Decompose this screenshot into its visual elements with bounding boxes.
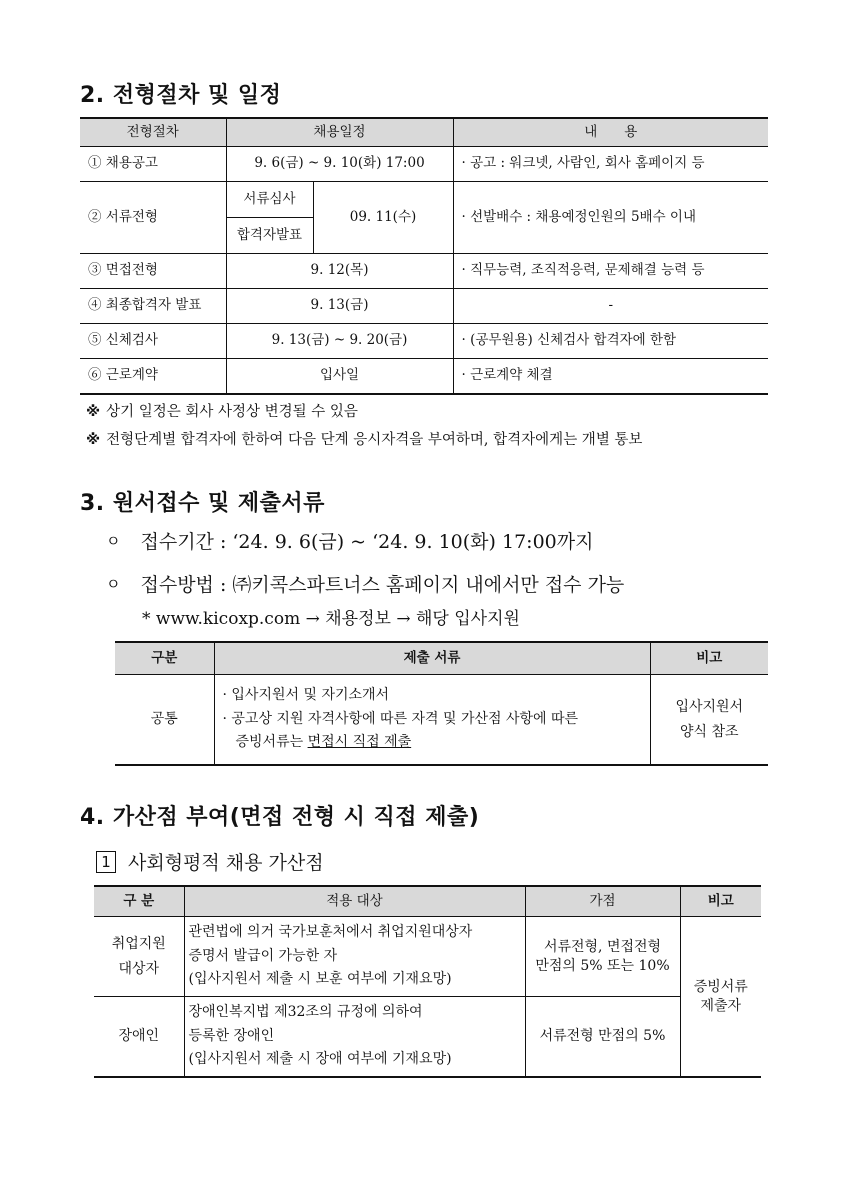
remark-line: 양식 참조 bbox=[679, 723, 739, 740]
table-row bbox=[80, 182, 768, 218]
col-header-content: 내 용 bbox=[453, 118, 768, 147]
category-cell: 공통 bbox=[115, 675, 214, 766]
method-line bbox=[106, 570, 624, 597]
schedule-cell: 9. 13(금) bbox=[226, 289, 453, 324]
note-2 bbox=[86, 428, 642, 449]
table-header-row bbox=[115, 642, 768, 675]
col-header-schedule: 채용일정 bbox=[226, 118, 453, 147]
col-header-remark: 비고 bbox=[650, 642, 768, 675]
step-cell: ③ 면접전형 bbox=[80, 254, 226, 289]
reference-mark-icon: ※ bbox=[86, 404, 101, 420]
target-line: (입사지원서 제출 시 보훈 여부에 기재요망) bbox=[188, 971, 452, 988]
sub-step-cell: 서류심사 bbox=[226, 182, 313, 218]
col-header-category: 구 분 bbox=[94, 886, 184, 917]
col-header-step: 전형절차 bbox=[80, 118, 226, 147]
circle-bullet-icon: ㅇ bbox=[106, 532, 121, 550]
schedule-cell: 09. 11(수) bbox=[313, 182, 453, 254]
schedule-cell: 9. 13(금) ~ 9. 20(금) bbox=[226, 324, 453, 359]
sub-step-cell: 합격자발표 bbox=[226, 218, 313, 254]
category-line: 취업지원 bbox=[111, 936, 166, 953]
reference-mark-icon: ※ bbox=[86, 432, 101, 448]
step-cell: ⑤ 신체검사 bbox=[80, 324, 226, 359]
remark-line: 입사지원서 bbox=[675, 699, 744, 716]
content-cell: - bbox=[453, 289, 768, 324]
target-line: (입사지원서 제출 시 장애 여부에 기재요망) bbox=[188, 1051, 452, 1068]
category-cell bbox=[94, 917, 184, 997]
step-cell: ② 서류전형 bbox=[80, 182, 226, 254]
period-text: 접수기간 : ‘24. 9. 6(금) ~ ‘24. 9. 10(화) 17:00까지 bbox=[140, 531, 594, 553]
col-header-remark: 비고 bbox=[680, 886, 761, 917]
doc-line: · 입사지원서 및 자기소개서 bbox=[222, 686, 390, 703]
points-line: 서류전형, 면접전형 bbox=[543, 939, 662, 956]
table-row bbox=[80, 147, 768, 182]
target-line: 등록한 장애인 bbox=[188, 1027, 275, 1044]
underlined-instruction: 면접시 직접 제출 bbox=[307, 734, 412, 751]
section-3-heading: 3. 원서접수 및 제출서류 bbox=[80, 491, 325, 516]
table-row bbox=[80, 324, 768, 359]
table-row bbox=[80, 359, 768, 394]
points-cell: 서류전형 만점의 5% bbox=[525, 997, 680, 1078]
documents-table bbox=[115, 641, 768, 766]
schedule-cell: 입사일 bbox=[226, 359, 453, 394]
schedule-table bbox=[80, 117, 768, 395]
content-cell: · 선발배수 : 채용예정인원의 5배수 이내 bbox=[453, 182, 768, 254]
doc-line-text: 증빙서류는 bbox=[235, 734, 308, 751]
target-line: 관련법에 의거 국가보훈처에서 취업지원대상자 bbox=[188, 923, 473, 940]
subsection-title: 사회형평적 채용 가산점 bbox=[128, 852, 324, 874]
content-cell: · 직무능력, 조직적응력, 문제해결 능력 등 bbox=[453, 254, 768, 289]
target-line: 증명서 발급이 가능한 자 bbox=[188, 947, 338, 964]
note-text: 상기 일정은 회사 사정상 변경될 수 있음 bbox=[106, 404, 358, 420]
remark-line: 제출자 bbox=[700, 997, 742, 1014]
schedule-cell: 9. 12(목) bbox=[226, 254, 453, 289]
step-cell: ④ 최종합격자 발표 bbox=[80, 289, 226, 324]
step-cell: ⑥ 근로계약 bbox=[80, 359, 226, 394]
category-line: 대상자 bbox=[118, 960, 160, 977]
section-4-heading: 4. 가산점 부여(면접 전형 시 직접 제출) bbox=[80, 805, 480, 830]
content-cell: · (공무원용) 신체검사 합격자에 한함 bbox=[453, 324, 768, 359]
table-header-row bbox=[80, 118, 768, 147]
target-line: 장애인복지법 제32조의 규정에 의하여 bbox=[188, 1003, 423, 1020]
content-cell: · 공고 : 워크넷, 사람인, 회사 홈페이지 등 bbox=[453, 147, 768, 182]
col-header-category: 구분 bbox=[115, 642, 214, 675]
target-cell bbox=[184, 997, 525, 1078]
table-row bbox=[115, 675, 768, 766]
table-header-row bbox=[94, 886, 761, 917]
points-line: 만점의 5% 또는 10% bbox=[535, 957, 670, 974]
points-cell bbox=[525, 917, 680, 997]
url-note: * www.kicoxp.com → 채용정보 → 해당 입사지원 bbox=[142, 609, 520, 629]
schedule-cell: 9. 6(금) ~ 9. 10(화) 17:00 bbox=[226, 147, 453, 182]
col-header-documents: 제출 서류 bbox=[214, 642, 650, 675]
content-cell: · 근로계약 체결 bbox=[453, 359, 768, 394]
table-row bbox=[80, 254, 768, 289]
doc-line: · 공고상 지원 자격사항에 따른 자격 및 가산점 사항에 따른 bbox=[222, 710, 579, 727]
table-row bbox=[94, 997, 761, 1078]
col-header-target: 적용 대상 bbox=[184, 886, 525, 917]
category-cell: 장애인 bbox=[94, 997, 184, 1078]
period-line bbox=[106, 527, 593, 554]
boxed-number: 1 bbox=[96, 851, 116, 873]
bonus-points-table bbox=[94, 885, 761, 1078]
remark-cell bbox=[680, 917, 761, 1078]
circle-bullet-icon: ㅇ bbox=[106, 575, 121, 593]
note-1 bbox=[86, 400, 358, 421]
table-row bbox=[80, 289, 768, 324]
note-text: 전형단계별 합격자에 한하여 다음 단계 응시자격을 부여하며, 합격자에게는 개별 통보 bbox=[106, 432, 643, 448]
method-text: 접수방법 : ㈜키콕스파트너스 홈페이지 내에서만 접수 가능 bbox=[140, 574, 625, 596]
doc-line bbox=[223, 731, 642, 755]
step-cell: ① 채용공고 bbox=[80, 147, 226, 182]
remark-cell bbox=[650, 675, 768, 766]
col-header-points: 가점 bbox=[525, 886, 680, 917]
documents-cell bbox=[214, 675, 650, 766]
target-cell bbox=[184, 917, 525, 997]
remark-line: 증빙서류 bbox=[693, 979, 748, 996]
section-2-heading: 2. 전형절차 및 일정 bbox=[80, 83, 282, 108]
table-row bbox=[94, 917, 761, 997]
